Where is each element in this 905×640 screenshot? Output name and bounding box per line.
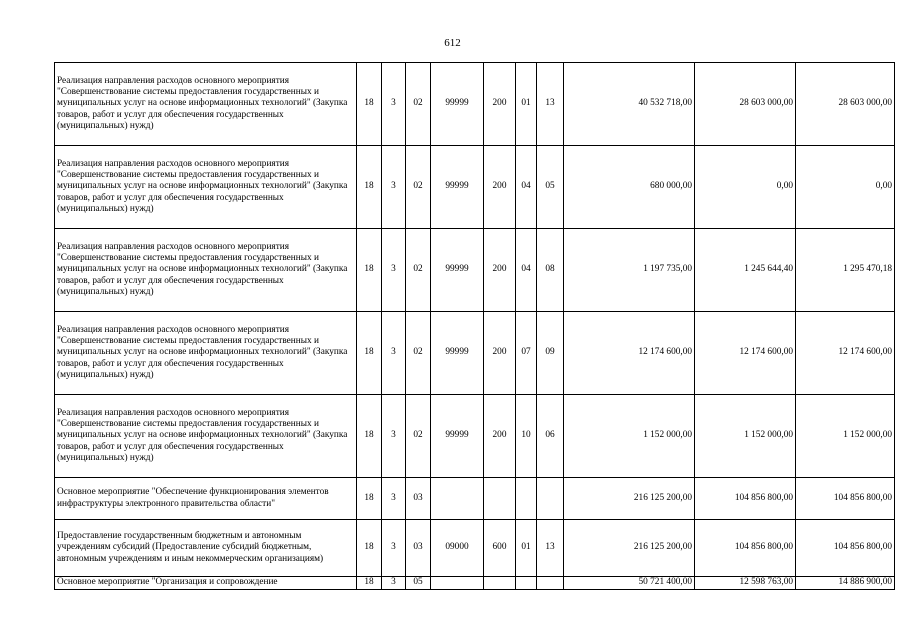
code-cell: 99999 [431,146,484,229]
code-cell: 200 [484,229,516,312]
code-cell: 10 [516,395,537,478]
code-cell: 09 [537,312,564,395]
code-cell [516,478,537,520]
table-row [55,478,895,520]
table-row [55,520,895,577]
code-cell: 3 [382,520,406,577]
amount-cell: 40 532 718,00 [564,63,695,146]
table-row [55,229,895,312]
code-cell: 02 [406,63,431,146]
amount-cell: 216 125 200,00 [564,478,695,520]
page-number: 612 [444,37,461,49]
amount-cell: 0,00 [796,146,895,229]
code-cell: 01 [516,520,537,577]
code-cell: 200 [484,312,516,395]
code-cell: 02 [406,395,431,478]
row-name: Реализация направления расходов основного мероприятия "Совершенствование системы предоставления государственных и муниципальных услуг на основе информационных технологий" (Закупка товаров, работ и услуг для обеспечения государственных (муниципальных) нужд) [55,229,357,312]
table-row [55,312,895,395]
amount-cell: 104 856 800,00 [695,478,796,520]
amount-cell: 0,00 [695,146,796,229]
amount-cell: 104 856 800,00 [796,478,895,520]
code-cell: 600 [484,520,516,577]
amount-cell: 28 603 000,00 [796,63,895,146]
code-cell: 3 [382,63,406,146]
code-cell: 13 [537,520,564,577]
code-cell: 06 [537,395,564,478]
code-cell: 03 [406,478,431,520]
code-cell: 05 [537,146,564,229]
amount-cell: 216 125 200,00 [564,520,695,577]
amount-cell: 12 174 600,00 [695,312,796,395]
amount-cell: 104 856 800,00 [695,520,796,577]
code-cell: 03 [406,520,431,577]
code-cell: 3 [382,146,406,229]
amount-cell: 1 295 470,18 [796,229,895,312]
table-row [55,63,895,146]
code-cell: 02 [406,312,431,395]
code-cell: 04 [516,229,537,312]
amount-cell: 28 603 000,00 [695,63,796,146]
code-cell: 09000 [431,520,484,577]
budget-table [54,62,895,590]
code-cell: 04 [516,146,537,229]
row-name: Реализация направления расходов основного мероприятия "Совершенствование системы предоставления государственных и муниципальных услуг на основе информационных технологий" (Закупка товаров, работ и услуг для обеспечения государственных (муниципальных) нужд) [55,312,357,395]
row-name: Предоставление государственным бюджетным и автономным учреждениям субсидий (Предоставление субсидий бюджетным, автономным учреждениям и иным некоммерческим организациям) [55,520,357,577]
row-name: Основное мероприятие "Организация и сопровождение [55,577,357,590]
row-name: Реализация направления расходов основного мероприятия "Совершенствование системы предоставления государственных и муниципальных услуг на основе информационных технологий" (Закупка товаров, работ и услуг для обеспечения государственных (муниципальных) нужд) [55,146,357,229]
amount-cell: 12 598 763,00 [695,577,796,590]
code-cell: 200 [484,395,516,478]
row-name: Основное мероприятие "Обеспечение функционирования элементов инфраструктуры электронного правительства области" [55,478,357,520]
code-cell: 18 [357,312,382,395]
table-row [55,146,895,229]
amount-cell: 1 245 644,40 [695,229,796,312]
amount-cell: 1 152 000,00 [564,395,695,478]
code-cell: 3 [382,229,406,312]
amount-cell: 1 197 735,00 [564,229,695,312]
amount-cell: 1 152 000,00 [796,395,895,478]
code-cell: 18 [357,577,382,590]
code-cell: 200 [484,146,516,229]
code-cell: 08 [537,229,564,312]
code-cell [516,577,537,590]
amount-cell: 12 174 600,00 [564,312,695,395]
code-cell: 02 [406,146,431,229]
code-cell: 18 [357,478,382,520]
amount-cell: 1 152 000,00 [695,395,796,478]
code-cell: 13 [537,63,564,146]
code-cell: 200 [484,63,516,146]
code-cell [537,577,564,590]
code-cell: 3 [382,395,406,478]
code-cell: 3 [382,478,406,520]
code-cell: 18 [357,146,382,229]
amount-cell: 12 174 600,00 [796,312,895,395]
code-cell: 07 [516,312,537,395]
code-cell [484,577,516,590]
code-cell: 02 [406,229,431,312]
code-cell: 3 [382,312,406,395]
code-cell: 99999 [431,229,484,312]
code-cell: 3 [382,577,406,590]
row-name: Реализация направления расходов основного мероприятия "Совершенствование системы предоставления государственных и муниципальных услуг на основе информационных технологий" (Закупка товаров, работ и услуг для обеспечения государственных (муниципальных) нужд) [55,63,357,146]
code-cell: 18 [357,229,382,312]
code-cell [537,478,564,520]
code-cell [431,577,484,590]
amount-cell: 14 886 900,00 [796,577,895,590]
code-cell: 18 [357,63,382,146]
amount-cell: 680 000,00 [564,146,695,229]
code-cell: 05 [406,577,431,590]
code-cell: 99999 [431,63,484,146]
amount-cell: 50 721 400,00 [564,577,695,590]
code-cell [431,478,484,520]
amount-cell: 104 856 800,00 [796,520,895,577]
code-cell: 99999 [431,395,484,478]
code-cell: 18 [357,520,382,577]
code-cell [484,478,516,520]
code-cell: 99999 [431,312,484,395]
code-cell: 01 [516,63,537,146]
table-row [55,395,895,478]
row-name: Реализация направления расходов основного мероприятия "Совершенствование системы предоставления государственных и муниципальных услуг на основе информационных технологий" (Закупка товаров, работ и услуг для обеспечения государственных (муниципальных) нужд) [55,395,357,478]
code-cell: 18 [357,395,382,478]
table-row [55,577,895,590]
